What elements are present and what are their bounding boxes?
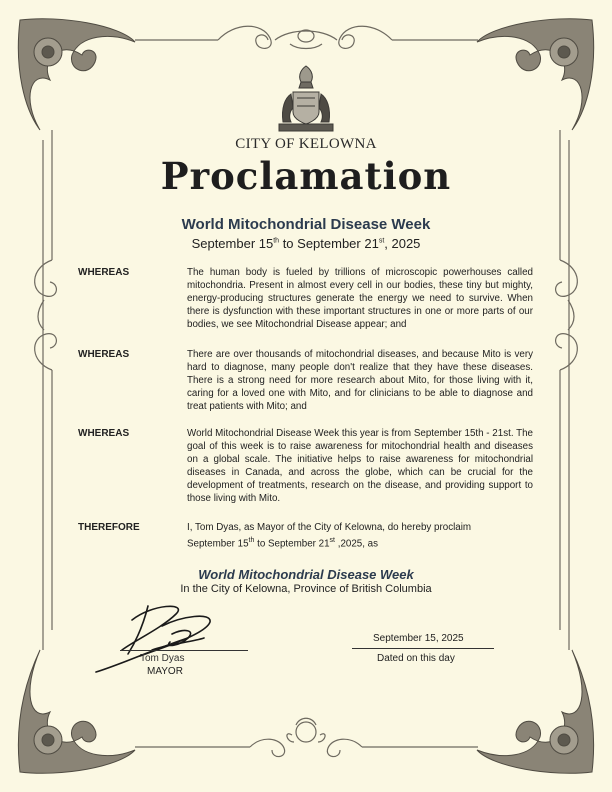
clause-text: There are over thousands of mitochondrial diseases, and because Mito is very hard to diagnose, many people don't realize that they have these diseases. There is a strong need for more research about Mito, for those living with it, caring for a loved one with Mito, and for clinicians to be able to diagnose and treat patients with Mito; and [187, 349, 533, 412]
clause-text: The human body is fueled by trillions of microscopic powerhouses called mitochondria. Present in almost every cell in our bodies, these tiny but mighty, energy-producing structures generate the energy we need to survive. When there is dysfunction with these important structures in one or more parts of our bodies, we see Mitochondrial Disease appear; and [187, 267, 533, 330]
proclamation-dates: September 15th to September 21st, 2025 [191, 236, 421, 251]
date-line [352, 648, 494, 649]
city-name: CITY OF KELOWNA [235, 136, 377, 152]
dated-label: Dated on this day [377, 653, 455, 664]
proclamation-subtitle: World Mitochondrial Disease Week [181, 216, 431, 233]
event-location: In the City of Kelowna, Province of British Columbia [180, 583, 432, 595]
therefore-label: THEREFORE [78, 522, 140, 533]
clause-label: WHEREAS [78, 267, 130, 278]
event-name: World Mitochondrial Disease Week [198, 567, 414, 582]
clause-label: WHEREAS [78, 428, 130, 439]
signatory-title: MAYOR [147, 666, 183, 677]
page-title: Proclamation [160, 154, 452, 198]
coat-of-arms-emblem [275, 64, 337, 134]
clause-label: WHEREAS [78, 349, 130, 360]
mayor-signature [92, 598, 232, 676]
signatory-name: Tom Dyas [140, 653, 185, 664]
clause-text: World Mitochondrial Disease Week this year is from September 15th - 21st. The goal of this week is to raise awareness for mitochondrial health and diseases on a global scale. The initiative helps to raise awareness for mitochondrial diseases in Canada, and across the globe, which can be crucial for the development of treatments, research on the disease, and providing support to those living with Mito. [187, 428, 533, 504]
signature-line [120, 650, 248, 651]
therefore-text: I, Tom Dyas, as Mayor of the City of Kelowna, do hereby proclaim September 15th to September 21st ,2025, as [187, 522, 472, 550]
dated-value: September 15, 2025 [373, 633, 464, 644]
